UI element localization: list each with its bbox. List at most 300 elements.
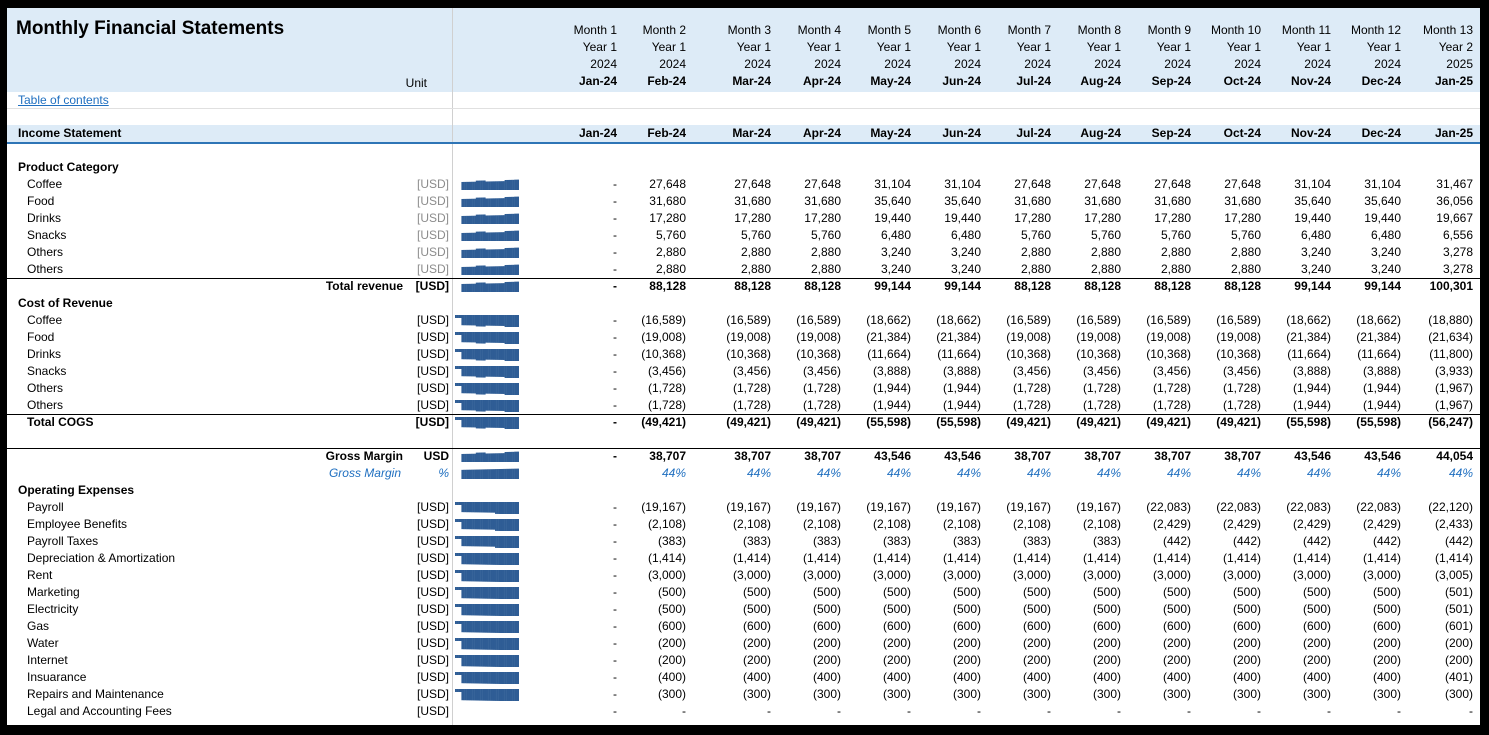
value-cell: (49,421) — [1006, 415, 1051, 429]
sparkline-bar — [481, 417, 483, 429]
section-heading: Cost of Revenue — [18, 296, 113, 310]
sparkline-bar — [473, 400, 475, 410]
sparkline-chart — [455, 263, 519, 276]
value-cell: 2,880 — [810, 262, 841, 276]
unit-cell: [USD] — [416, 194, 449, 208]
sparkline-bar — [465, 284, 467, 292]
sparkline-bar — [474, 366, 476, 376]
value-cell: - — [613, 347, 617, 361]
sparkline-bar — [493, 349, 495, 360]
value-cell: (1,728) — [647, 381, 686, 395]
sparkline-chart — [455, 671, 519, 684]
sparkline-bar — [485, 502, 487, 513]
income-date-9: Sep-24 — [1151, 126, 1191, 140]
sparkline-bar — [513, 248, 515, 258]
value-cell: (55,598) — [1286, 415, 1331, 429]
sparkline-bar — [466, 267, 468, 275]
sparkline-bar — [455, 655, 457, 658]
sparkline-bar — [473, 689, 475, 700]
value-cell: (19,167) — [1006, 500, 1051, 514]
income-date-11: Nov-24 — [1290, 126, 1331, 140]
month-header-d-8: Aug-24 — [1080, 74, 1121, 88]
sparkline-chart — [455, 246, 519, 259]
sparkline-bar — [500, 232, 502, 241]
month-header-d-2: Feb-24 — [647, 74, 686, 88]
value-cell: 19,667 — [1436, 211, 1473, 225]
sparkline-bar — [513, 282, 515, 292]
sparkline-bar — [503, 232, 505, 241]
sparkline-bar — [455, 366, 457, 369]
sparkline-bar — [503, 469, 505, 479]
sparkline-bar — [497, 453, 499, 462]
sparkline-bar — [455, 587, 457, 590]
sparkline-bar — [461, 689, 463, 700]
sparkline-bar — [479, 453, 481, 462]
month-header-y-10: Year 1 — [1226, 40, 1261, 54]
sparkline-bar — [501, 383, 503, 394]
value-cell: 2,880 — [1160, 262, 1191, 276]
sparkline-bar — [460, 587, 462, 590]
value-cell: 2,880 — [1230, 262, 1261, 276]
value-cell: (11,664) — [1357, 347, 1401, 361]
sparkline-bar — [469, 315, 471, 325]
value-cell: 44% — [886, 466, 911, 480]
value-cell: 27,648 — [1224, 177, 1261, 191]
sparkline-bar — [485, 232, 487, 241]
sparkline-bar — [469, 250, 471, 258]
unit-cell: % — [438, 466, 449, 480]
sparkline-bar — [517, 366, 519, 378]
value-cell: (3,456) — [1152, 364, 1191, 378]
sparkline-bar — [505, 570, 507, 582]
value-cell: (1,728) — [1222, 381, 1261, 395]
sparkline-bar — [505, 689, 507, 701]
row-label: Payroll — [27, 500, 64, 514]
sparkline-bar — [484, 383, 486, 395]
sparkline-bar — [492, 283, 494, 292]
value-cell: - — [977, 704, 981, 718]
sparkline-bar — [484, 553, 486, 565]
sparkline-bar — [461, 383, 463, 393]
unit-cell: [USD] — [416, 262, 449, 276]
month-header-d-11: Nov-24 — [1290, 74, 1331, 88]
sparkline-bar — [466, 638, 468, 649]
value-cell: 44% — [1166, 466, 1191, 480]
sparkline-bar — [477, 366, 479, 377]
sparkline-bar — [458, 417, 460, 420]
sparkline-bar — [466, 315, 468, 325]
value-cell: (55,598) — [936, 415, 981, 429]
sparkline-bar — [471, 383, 473, 393]
sparkline-bar — [469, 672, 471, 683]
statement-row — [7, 159, 1483, 176]
sparkline-bar — [476, 587, 478, 599]
sparkline-bar — [503, 266, 505, 275]
sparkline-bar — [457, 315, 459, 318]
sparkline-bar — [485, 638, 487, 650]
value-cell: (3,456) — [647, 364, 686, 378]
statement-row — [7, 703, 1483, 720]
sparkline-bar — [508, 282, 510, 292]
sparkline-bar — [514, 214, 516, 224]
sparkline-bar — [466, 621, 468, 632]
sparkline-bar — [485, 198, 487, 207]
sparkline-bar — [514, 332, 516, 344]
sparkline-bar — [476, 536, 478, 546]
value-cell: (401) — [1444, 670, 1473, 684]
value-cell: (56,247) — [1428, 415, 1473, 429]
sparkline-bar — [500, 502, 502, 514]
sparkline-bar — [477, 655, 479, 667]
value-cell: (383) — [812, 534, 841, 548]
value-cell: (1,944) — [872, 398, 911, 412]
cogs-rule-top — [7, 414, 1483, 415]
sparkline-bar — [457, 519, 459, 522]
value-cell: (11,800) — [1429, 347, 1473, 361]
sparkline-bar — [481, 232, 483, 241]
value-cell: 3,240 — [1370, 245, 1401, 259]
sparkline-bar — [476, 181, 478, 190]
value-cell: (16,589) — [726, 313, 771, 327]
value-cell: (3,005) — [1434, 568, 1473, 582]
sparkline-bar — [506, 621, 508, 633]
sparkline-bar — [514, 621, 516, 633]
sparkline-bar — [457, 383, 459, 386]
sparkline-bar — [481, 655, 483, 667]
sparkline-bar — [479, 655, 481, 667]
sparkline-bar — [458, 519, 460, 522]
sparkline-bar — [463, 638, 465, 649]
sparkline-bar — [506, 417, 508, 429]
sparkline-chart — [455, 688, 519, 701]
month-header-y-3: Year 1 — [736, 40, 771, 54]
sparkline-bar — [476, 672, 478, 684]
value-cell: (400) — [657, 670, 686, 684]
month-header-y-6: Year 1 — [946, 40, 981, 54]
value-cell: (383) — [1092, 534, 1121, 548]
sparkline-bar — [455, 621, 457, 624]
sparkline-bar — [493, 655, 495, 667]
sparkline-bar — [465, 689, 467, 700]
sparkline-bar — [466, 519, 468, 529]
sparkline-bar — [463, 250, 465, 258]
value-cell: - — [1257, 704, 1261, 718]
value-cell: (3,456) — [732, 364, 771, 378]
sparkline-bar — [473, 366, 475, 376]
sparkline-bar — [477, 672, 479, 684]
sparkline-bar — [477, 502, 479, 512]
sparkline-bar — [500, 553, 502, 565]
value-cell: (1,414) — [647, 551, 686, 565]
sparkline-bar — [517, 621, 519, 633]
sparkline-bar — [474, 250, 476, 258]
value-cell: (600) — [657, 619, 686, 633]
month-header-m-5: Month 5 — [867, 23, 911, 37]
sparkline-bar — [517, 248, 519, 258]
value-cell: - — [613, 245, 617, 259]
value-cell: (200) — [742, 653, 771, 667]
sparkline-bar — [469, 638, 471, 649]
value-cell: 2,880 — [810, 245, 841, 259]
value-cell: (600) — [1022, 619, 1051, 633]
sparkline-bar — [485, 383, 487, 394]
sparkline-bar — [497, 181, 499, 190]
sparkline-bar — [500, 315, 502, 326]
value-cell: (1,414) — [942, 551, 981, 565]
sparkline-bar — [506, 604, 508, 616]
value-cell: (16,589) — [796, 313, 841, 327]
value-cell: 2,880 — [1020, 262, 1051, 276]
sparkline-bar — [463, 470, 465, 479]
sparkline-bar — [468, 199, 470, 207]
statement-row — [7, 210, 1483, 227]
sparkline-bar — [482, 604, 484, 616]
income-date-4: Apr-24 — [802, 126, 841, 140]
sparkline-bar — [505, 282, 507, 292]
sparkline-bar — [461, 470, 463, 479]
sparkline-bar — [513, 655, 515, 667]
sparkline-bar — [498, 689, 500, 701]
value-cell: 38,707 — [734, 449, 771, 463]
value-cell: 43,546 — [944, 449, 981, 463]
sparkline-bar — [505, 214, 507, 224]
sparkline-bar — [479, 502, 481, 512]
sparkline-bar — [471, 621, 473, 632]
value-cell: 5,760 — [655, 228, 686, 242]
sparkline-bar — [489, 366, 491, 377]
value-cell: (19,167) — [641, 500, 686, 514]
month-header-d-3: Mar-24 — [732, 74, 771, 88]
value-cell: (22,120) — [1428, 500, 1473, 514]
value-cell: (19,008) — [1146, 330, 1191, 344]
sparkline-bar — [517, 282, 519, 292]
sparkline-bar — [505, 519, 507, 531]
sparkline-chart — [455, 467, 519, 480]
value-cell: 5,760 — [810, 228, 841, 242]
sparkline-bar — [489, 198, 491, 207]
sparkline-bar — [511, 349, 513, 361]
row-label: Snacks — [27, 228, 67, 242]
value-cell: (500) — [882, 585, 911, 599]
sparkline-bar — [487, 181, 489, 190]
sparkline-bar — [517, 452, 519, 462]
value-cell: - — [613, 262, 617, 276]
sparkline-bar — [489, 315, 491, 326]
sparkline-bar — [477, 689, 479, 701]
sparkline-bar — [509, 587, 511, 599]
sparkline-bar — [485, 519, 487, 530]
unit-cell: [USD] — [416, 330, 449, 344]
sparkline-bar — [497, 266, 499, 275]
sparkline-bar — [490, 469, 492, 479]
value-cell: 44% — [661, 466, 686, 480]
value-cell: (400) — [812, 670, 841, 684]
sparkline-bar — [497, 502, 499, 514]
sparkline-bar — [498, 215, 500, 224]
sparkline-bar — [516, 332, 518, 344]
sparkline-bar — [473, 267, 475, 275]
sparkline-bar — [503, 181, 505, 190]
value-cell: 43,546 — [1294, 449, 1331, 463]
value-cell: (1,414) — [802, 551, 841, 565]
month-header-m-3: Month 3 — [727, 23, 771, 37]
sparkline-bar — [457, 689, 459, 692]
sparkline-bar — [487, 604, 489, 616]
sparkline-bar — [473, 216, 475, 224]
sparkline-bar — [508, 452, 510, 462]
sparkline-bar — [458, 349, 460, 352]
value-cell: 3,240 — [1370, 262, 1401, 276]
sparkline-bar — [458, 638, 460, 641]
sparkline-bar — [493, 621, 495, 633]
sparkline-bar — [492, 266, 494, 275]
sparkline-bar — [481, 587, 483, 599]
sparkline-bar — [471, 417, 473, 427]
sparkline-bar — [476, 621, 478, 633]
sparkline-bar — [482, 383, 484, 395]
value-cell: (16,589) — [1006, 313, 1051, 327]
sparkline-bar — [469, 199, 471, 207]
sparkline-bar — [514, 604, 516, 616]
value-cell: (500) — [1022, 602, 1051, 616]
sparkline-bar — [468, 182, 470, 190]
value-cell: (3,000) — [1362, 568, 1401, 582]
sparkline-bar — [489, 621, 491, 633]
sparkline-bar — [485, 315, 487, 326]
sparkline-bar — [495, 469, 497, 479]
sparkline-bar — [511, 400, 513, 412]
sparkline-bar — [505, 638, 507, 650]
sparkline-bar — [484, 469, 486, 479]
sparkline-bar — [513, 332, 515, 344]
sparkline-bar — [484, 672, 486, 684]
row-label: Total revenue — [325, 279, 403, 293]
sparkline-bar — [487, 570, 489, 582]
sparkline-bar — [465, 638, 467, 649]
sparkline-bar — [463, 267, 465, 275]
sparkline-bar — [489, 519, 491, 530]
sparkline-bar — [476, 638, 478, 650]
sparkline-bar — [479, 232, 481, 241]
sparkline-bar — [468, 502, 470, 512]
sparkline-bar — [506, 197, 508, 207]
sparkline-bar — [466, 417, 468, 427]
sparkline-bar — [489, 689, 491, 701]
value-cell: (18,662) — [866, 313, 911, 327]
month-header-m-11: Month 11 — [1281, 23, 1331, 37]
sparkline-bar — [463, 400, 465, 410]
sparkline-bar — [497, 400, 499, 411]
sheet-title: Monthly Financial Statements — [16, 18, 285, 39]
sparkline-bar — [465, 655, 467, 666]
value-cell: (500) — [952, 585, 981, 599]
sparkline-bar — [479, 553, 481, 565]
sparkline-bar — [513, 570, 515, 582]
sparkline-bar — [508, 570, 510, 582]
sparkline-bar — [485, 553, 487, 565]
sparkline-chart — [455, 314, 519, 327]
value-cell: 6,480 — [950, 228, 981, 242]
sparkline-bar — [469, 284, 471, 292]
sparkline-bar — [476, 198, 478, 207]
sparkline-bar — [458, 366, 460, 369]
sparkline-bar — [485, 417, 487, 428]
sparkline-bar — [501, 672, 503, 684]
sparkline-bar — [485, 283, 487, 292]
value-cell: 44% — [1376, 466, 1401, 480]
sparkline-chart — [455, 603, 519, 616]
sparkline-bar — [471, 332, 473, 342]
value-cell: - — [613, 568, 617, 582]
unit-cell: [USD] — [416, 534, 449, 548]
value-cell: 17,280 — [1224, 211, 1261, 225]
sparkline-bar — [463, 216, 465, 224]
sparkline-bar — [477, 453, 479, 462]
sparkline-bar — [461, 621, 463, 632]
sparkline-bar — [511, 452, 513, 462]
value-cell: (200) — [1232, 636, 1261, 650]
sparkline-bar — [508, 180, 510, 190]
sparkline-bar — [508, 502, 510, 514]
sparkline-bar — [461, 519, 463, 529]
value-cell: - — [613, 194, 617, 208]
unit-cell: [USD] — [416, 704, 449, 718]
table-of-contents-link[interactable]: Table of contents — [18, 93, 109, 107]
value-cell: 99,144 — [874, 279, 911, 293]
sparkline-chart — [455, 552, 519, 565]
sparkline-bar — [513, 417, 515, 429]
sparkline-bar — [471, 233, 473, 241]
sparkline-bar — [505, 536, 507, 548]
sparkline-bar — [482, 519, 484, 530]
sparkline-bar — [511, 587, 513, 599]
sparkline-bar — [482, 469, 484, 479]
value-cell: - — [613, 517, 617, 531]
statement-row — [7, 635, 1483, 652]
sparkline-bar — [481, 400, 483, 412]
value-cell: (600) — [882, 619, 911, 633]
sparkline-bar — [495, 453, 497, 462]
unit-cell: [USD] — [416, 517, 449, 531]
sparkline-bar — [514, 502, 516, 514]
sparkline-bar — [479, 672, 481, 684]
sparkline-bar — [500, 536, 502, 548]
sparkline-bar — [463, 604, 465, 615]
value-cell: - — [1327, 704, 1331, 718]
sparkline-bar — [481, 536, 483, 546]
sparkline-bar — [493, 638, 495, 650]
value-cell: 88,128 — [1224, 279, 1261, 293]
sparkline-bar — [497, 655, 499, 667]
sparkline-bar — [517, 332, 519, 344]
month-header-yr-9: 2024 — [1164, 57, 1191, 71]
sparkline-bar — [469, 570, 471, 581]
value-cell: (49,421) — [1076, 415, 1121, 429]
sparkline-bar — [477, 315, 479, 326]
sparkline-bar — [503, 638, 505, 650]
sparkline-bar — [465, 332, 467, 342]
sparkline-bar — [516, 349, 518, 361]
sparkline-bar — [485, 604, 487, 616]
value-cell: (22,083) — [1216, 500, 1261, 514]
value-cell: (55,598) — [866, 415, 911, 429]
sparkline-bar — [517, 604, 519, 616]
unit-cell: [USD] — [416, 347, 449, 361]
sparkline-bar — [489, 349, 491, 360]
value-cell: 35,640 — [1364, 194, 1401, 208]
sparkline-bar — [492, 332, 494, 343]
sparkline-bar — [465, 349, 467, 359]
